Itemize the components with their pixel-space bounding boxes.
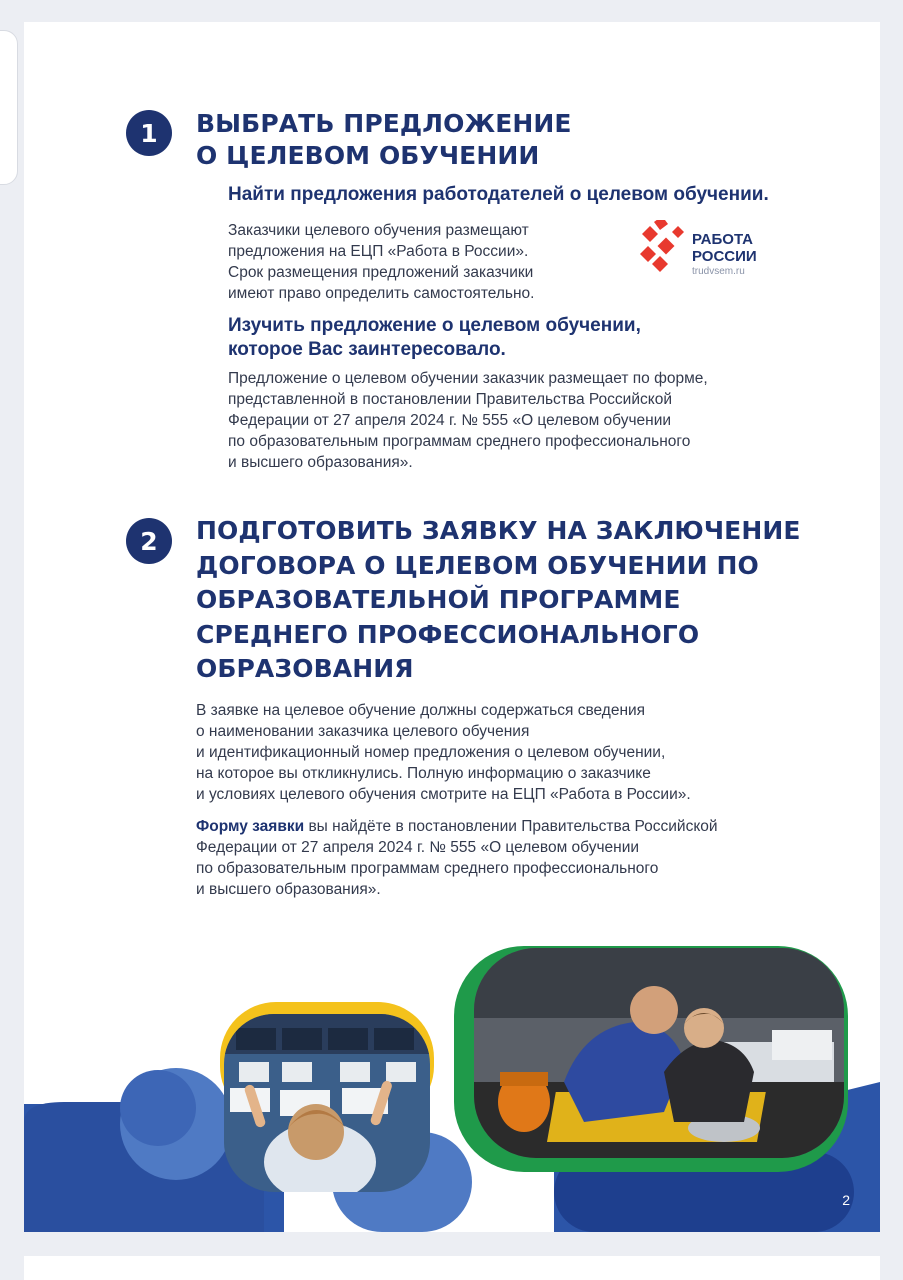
- section1-subhead2: [228, 314, 641, 362]
- section1-subhead2-line2: которое Вас заинтересовало.: [228, 339, 506, 360]
- section2-text2-rest: вы найдёте в постановлении Правительства Российской Федерации от 27 апреля 2024 г. № 555 «О целевом обучении по образовательным программам среднего профессионального и высшего образования».: [196, 818, 718, 898]
- section2-text2: [196, 816, 816, 900]
- workshop-photo: [474, 948, 844, 1158]
- decorative-bottom-graphic: [24, 932, 880, 1232]
- step-number-1: 1: [126, 110, 172, 156]
- next-page-preview: [24, 1256, 880, 1280]
- section1-title: [196, 108, 572, 172]
- side-panel-tab[interactable]: [0, 30, 18, 185]
- section2-title: [196, 514, 801, 687]
- section1-subhead1: Найти предложения работодателей о целевом обучении.: [228, 184, 769, 205]
- section1-text2: Предложение о целевом обучении заказчик размещает по форме, представленной в постановлении Правительства Российской Федерации от 27 апреля 2024 г. № 555 «О целевом обучении по образовательным программам среднего профессионального и высшего образования».: [228, 370, 708, 471]
- rabota-rossii-logo: [638, 220, 778, 280]
- form-label-bold: Форму заявки: [196, 818, 305, 835]
- section2-title-line3: ОБРАЗОВАТЕЛЬНОЙ ПРОГРАММЕ: [196, 585, 681, 614]
- section2-text1: В заявке на целевое обучение должны содержаться сведения о наименовании заказчика целевого обучения и идентификационный номер предложения о целевом обучении, на которое вы откликнулись. Полную информацию о заказчике и условиях целевого обучения смотрите на ЕЦП «Работа в России».: [196, 702, 691, 803]
- section2-title-line5: ОБРАЗОВАНИЯ: [196, 654, 414, 683]
- logo-text-line1: РАБОТА: [692, 231, 754, 248]
- section1-text1: Заказчики целевого обучения размещают предложения на ЕЦП «Работа в России». Срок размещения предложений заказчики имеют право определить самостоятельно.: [228, 222, 535, 302]
- logo-text-line2: РОССИИ: [692, 248, 757, 265]
- page-number: 2: [842, 1192, 850, 1208]
- logo-url: trudvsem.ru: [692, 266, 745, 277]
- section1-title-line1: ВЫБРАТЬ ПРЕДЛОЖЕНИЕ: [196, 109, 572, 138]
- document-page: [24, 22, 880, 1232]
- step-number-2: 2: [126, 518, 172, 564]
- rabota-rossii-logo-icon: [638, 220, 688, 276]
- section1-title-line2: О ЦЕЛЕВОМ ОБУЧЕНИИ: [196, 141, 540, 170]
- section2-title-line1: ПОДГОТОВИТЬ ЗАЯВКУ НА ЗАКЛЮЧЕНИЕ: [196, 516, 801, 545]
- section1-subhead2-line1: Изучить предложение о целевом обучении,: [228, 315, 641, 336]
- students-photo: [224, 1014, 430, 1202]
- section2-title-line2: ДОГОВОРА О ЦЕЛЕВОМ ОБУЧЕНИИ ПО: [196, 550, 759, 580]
- section2-title-line4: СРЕДНЕГО ПРОФЕССИОНАЛЬНОГО: [196, 619, 700, 649]
